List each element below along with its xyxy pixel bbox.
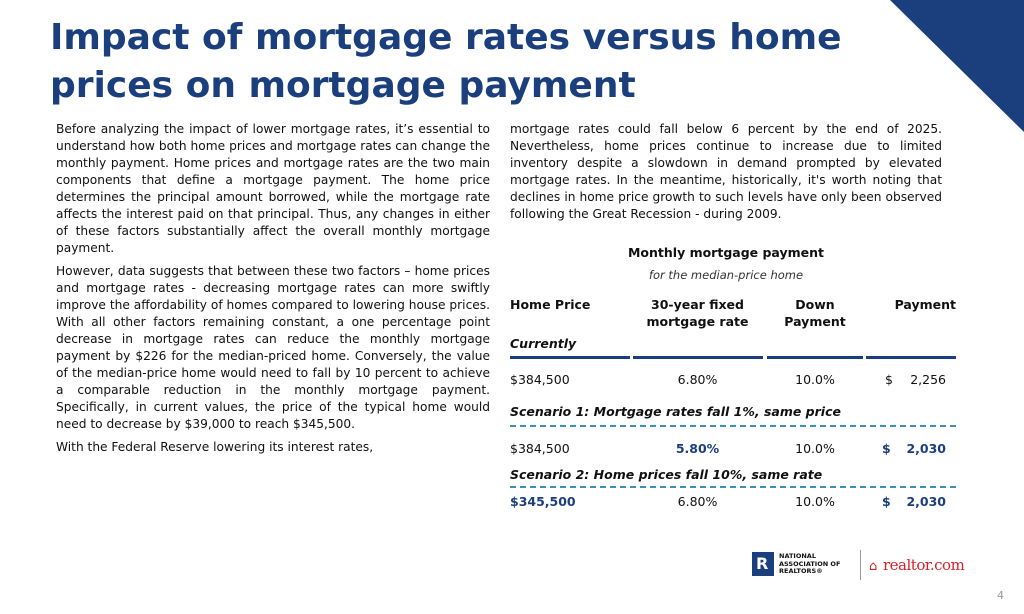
page-title: Impact of mortgage rates versus home prices on mortgage payment xyxy=(50,17,842,106)
logo-divider xyxy=(860,550,861,580)
realtor-logo: realtor.com xyxy=(883,556,965,574)
section-scenario-1: Scenario 1: Mortgage rates fall 1%, same price xyxy=(510,404,841,419)
row2-payment: 2,030 xyxy=(906,441,946,456)
nar-logo: R xyxy=(752,552,774,576)
right-column-text xyxy=(510,121,942,223)
table-title: Monthly mortgage payment xyxy=(627,245,825,260)
row3-currency: $ xyxy=(882,494,891,509)
paragraph-3: With the Federal Reserve lowering its interest rates, xyxy=(56,440,374,454)
row1-rate: 6.80% xyxy=(677,372,718,387)
left-column-text xyxy=(56,121,490,462)
page-number: 4 xyxy=(997,589,1004,602)
row2-down: 10.0% xyxy=(795,441,835,456)
home-icon: ⌂ xyxy=(869,559,878,574)
header-down-payment: Down Payment xyxy=(784,297,846,329)
header-rule xyxy=(633,356,763,359)
nar-wordmark: NATIONAL ASSOCIATION OF REALTORS® xyxy=(779,552,841,575)
header-rate: 30-year fixed mortgage rate xyxy=(646,297,749,329)
row3-rate: 6.80% xyxy=(677,494,718,509)
header-payment: Payment xyxy=(894,297,956,312)
row3-price: $345,500 xyxy=(510,494,576,509)
paragraph-1: Before analyzing the impact of lower mortgage rates, it’s essential to understand how both home prices and mortgage rates can change the monthly payment. Home prices and mortgage rates are the two main components that define a mortgage payment. The home price determines the principal amount borrowed, while the mortgage rate affects the interest paid on that principal. Thus, any changes in either of these factors substantially affect the overall monthly mortgage payment. xyxy=(56,122,490,255)
row2-price: $384,500 xyxy=(510,441,570,456)
section-currently: Currently xyxy=(510,336,577,351)
dashed-rule xyxy=(510,486,956,488)
paragraph-2: However, data suggests that between these two factors – home prices and mortgage rates - decreasing mortgage rates can more swiftly improve the affordability of homes compared to lowering house prices. With all other factors remaining constant, a one percentage point decrease in mortgage rates can reduce the monthly mortgage payment by $226 for the median-priced home. Conversely, the value of the median-price home would need to fall by 10 percent to achieve a comparable reduction in the monthly mortgage payment. Specifically, in current values, the price of the typical home would need to decrease by $39,000 to reach $345,500. xyxy=(56,264,490,431)
header-rule xyxy=(510,356,630,359)
row2-currency: $ xyxy=(882,441,891,456)
header-rule xyxy=(767,356,863,359)
footer-logos xyxy=(752,548,972,582)
row1-payment: 2,256 xyxy=(910,372,946,387)
table-subtitle: for the median-price home xyxy=(648,268,804,282)
row1-down: 10.0% xyxy=(795,372,835,387)
row2-rate: 5.80% xyxy=(675,441,720,456)
dashed-rule xyxy=(510,425,956,427)
corner-decoration xyxy=(890,0,1024,132)
row1-currency: $ xyxy=(885,372,893,387)
header-home-price: Home Price xyxy=(510,297,591,312)
row3-down: 10.0% xyxy=(795,494,835,509)
section-scenario-2: Scenario 2: Home prices fall 10%, same rate xyxy=(510,467,823,482)
header-rule xyxy=(866,356,956,359)
paragraph-4: mortgage rates could fall below 6 percent by the end of 2025. Nevertheless, home prices continue to increase due to limited inventory despite a slowdown in demand prompted by elevated mortgage rates. In the meantime, historically, it's worth noting that declines in home price growth to such levels have only been observed following the Great Recession - during 2009. xyxy=(510,122,942,221)
row3-payment: 2,030 xyxy=(906,494,946,509)
row1-price: $384,500 xyxy=(510,372,570,387)
